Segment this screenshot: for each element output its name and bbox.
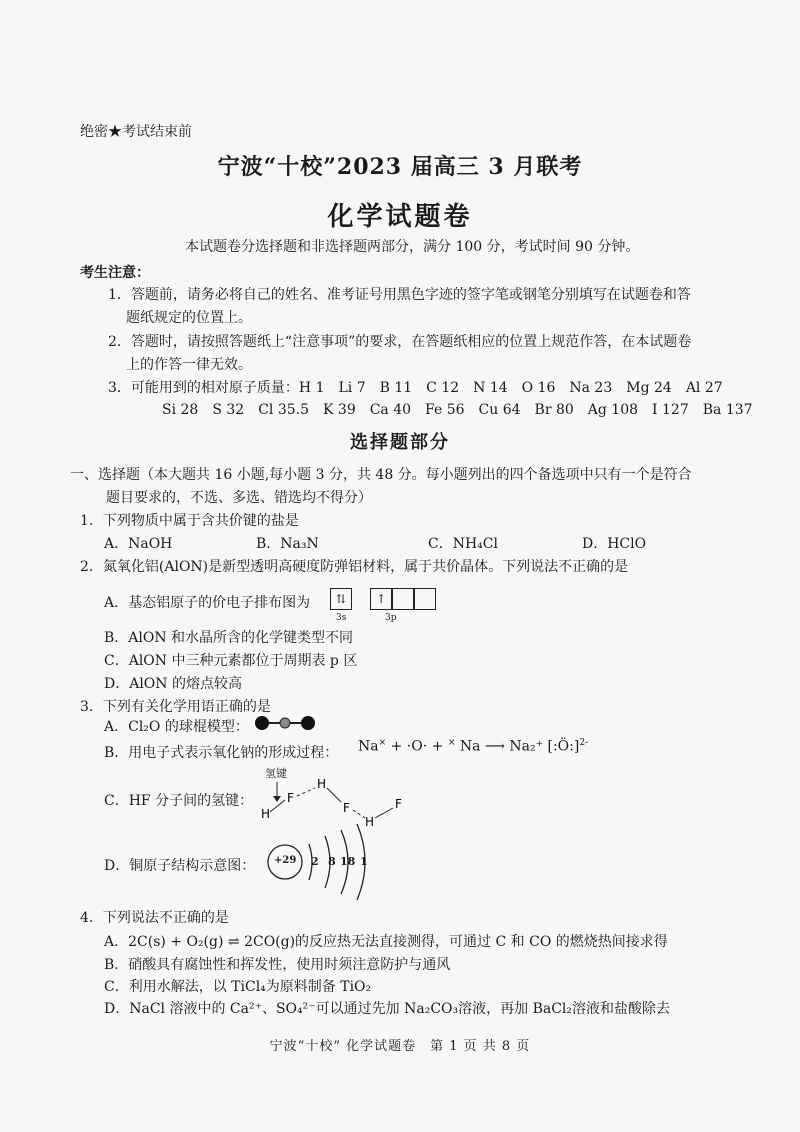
q2-stem: 2．氮氧化铝(AlON)是新型透明高硬度防弹铝材料，属于共价晶体。下列说法不正确的是 (80, 559, 629, 575)
nucleus-charge: +29 (274, 855, 297, 866)
exam-intro: 本试题卷分选择题和非选择题两部分，满分 100 分，考试时间 90 分钟。 (185, 239, 640, 255)
notice-heading: 考生注意： (80, 265, 150, 281)
orbital-3p-box-1: ↑ (370, 588, 392, 610)
orbital-3p-box-2 (392, 588, 414, 610)
orbital-3s-box: ⇅ (330, 588, 352, 610)
q3-option-c: C．HF 分子间的氢键： (104, 793, 254, 809)
cl-atom-ball (255, 716, 269, 730)
notice-item-3: 3．可能用到的相对原子质量：H 1 Li 7 B 11 C 12 N 14 O 16 Na 23 Mg 24 Al 27 (108, 380, 723, 396)
q3-option-d: D．铜原子结构示意图： (104, 858, 256, 874)
charge: 2- (579, 738, 589, 748)
notice-item-1: 1．答题前，请务必将自己的姓名、准考证号用黑色字迹的签字笔或钢笔分别填写在试题卷和答 (108, 287, 691, 303)
q2-option-d: D．AlON 的熔点较高 (104, 676, 242, 692)
ball-stick-model (254, 714, 316, 732)
shell-2-count: 8 (328, 855, 336, 868)
arrow-icon: ⟶ (484, 738, 510, 755)
orbital-diagram (330, 588, 436, 610)
exam-title: 宁波“十校”2023 届高三 3 月联考 (217, 154, 583, 180)
na-symbol: Na (358, 738, 379, 755)
q1-option-d: D．HClO (582, 536, 647, 552)
label-3s: 3s (336, 613, 347, 623)
section-title: 选择题部分 (350, 432, 450, 453)
section-instructions-cont: 题目要求的，不选、多选、错选均不得分） (106, 490, 372, 506)
shell-3-count: 18 (340, 855, 356, 868)
svg-text:H: H (365, 815, 375, 828)
notice-item-2: 2．答题时，请按照答题纸上“注意事项”的要求，在答题纸相应的位置上规范作答，在本试题卷 (108, 334, 692, 350)
q1-option-a: A．NaOH (104, 536, 173, 552)
label-3p: 3p (385, 613, 397, 623)
q4-option-a: A．2C(s) + O₂(g) ⇌ 2CO(g)的反应热无法直接测得，可通过 C 和 CO 的燃烧热间接求得 (104, 934, 668, 950)
q4-option-b: B．硝酸具有腐蚀性和挥发性，使用时须注意防护与通风 (104, 957, 451, 973)
hbond-label: 氢键 (265, 767, 287, 780)
q3-option-b: B．用电子式表示氧化钠的形成过程： (104, 745, 339, 761)
svg-text:H: H (317, 778, 327, 791)
q1-stem: 1．下列物质中属于含共价键的盐是 (80, 513, 299, 529)
q4-option-c: C．利用水解法，以 TiCl₄为原料制备 TiO₂ (104, 979, 372, 995)
q3-option-a: A．Cl₂O 的球棍模型： (104, 719, 249, 735)
notice-item-3-cont: Si 28 S 32 Cl 35.5 K 39 Ca 40 Fe 56 Cu 64 Br 80 Ag 108 I 127 Ba 137 (162, 402, 753, 418)
q1-option-b: B．Na₃N (256, 536, 319, 552)
shell-1-count: 2 (311, 855, 319, 868)
shell-4-count: 1 (360, 855, 368, 868)
page-footer: 宁波“十校” 化学试题卷 第 1 页 共 8 页 (269, 1039, 531, 1054)
orbital-3p-box-3 (414, 588, 436, 610)
confidential-label: 绝密★考试结束前 (80, 124, 192, 140)
q2-option-c: C．AlON 中三种元素都位于周期表 p 区 (104, 653, 358, 669)
product-formula: Na₂⁺ (509, 738, 544, 755)
na-symbol-2: Na (459, 738, 481, 755)
hf-hbond-diagram (255, 778, 415, 828)
q4-option-d: D．NaCl 溶液中的 Ca²⁺、SO₄²⁻可以通过先加 Na₂CO₃溶液，再加 BaCl₂溶液和盐酸除去 (104, 1001, 671, 1017)
svg-text:F: F (395, 797, 402, 811)
o-atom-ball (280, 718, 290, 728)
notice-item-2-cont: 上的作答一律无效。 (126, 357, 252, 373)
q2-option-a: A．基态铝原子的价电子排布图为 (104, 595, 311, 611)
svg-text:F: F (287, 791, 294, 805)
q1-option-c: C．NH₄Cl (428, 536, 498, 552)
q3-stem: 3．下列有关化学用语正确的是 (80, 699, 271, 715)
svg-text:H: H (261, 807, 271, 821)
q2-option-b: B．AlON 和水晶所含的化学键类型不同 (104, 630, 354, 646)
subject-title: 化学试题卷 (327, 202, 473, 232)
q4-stem: 4．下列说法不正确的是 (80, 910, 229, 926)
notice-item-1-cont: 题纸规定的位置上。 (126, 310, 252, 326)
section-instructions: 一、选择题（本大题共 16 小题,每小题 3 分，共 48 分。每小题列出的四个备选项中只有一个是符合 (70, 467, 692, 483)
electron-formula: Na× + ·O· + × Na ⟶ Na₂⁺ [:Ö:]$^{2-}$ (358, 738, 589, 755)
o-symbol: O (411, 738, 423, 755)
cl-atom-ball (301, 716, 315, 730)
svg-text:F: F (343, 801, 350, 815)
